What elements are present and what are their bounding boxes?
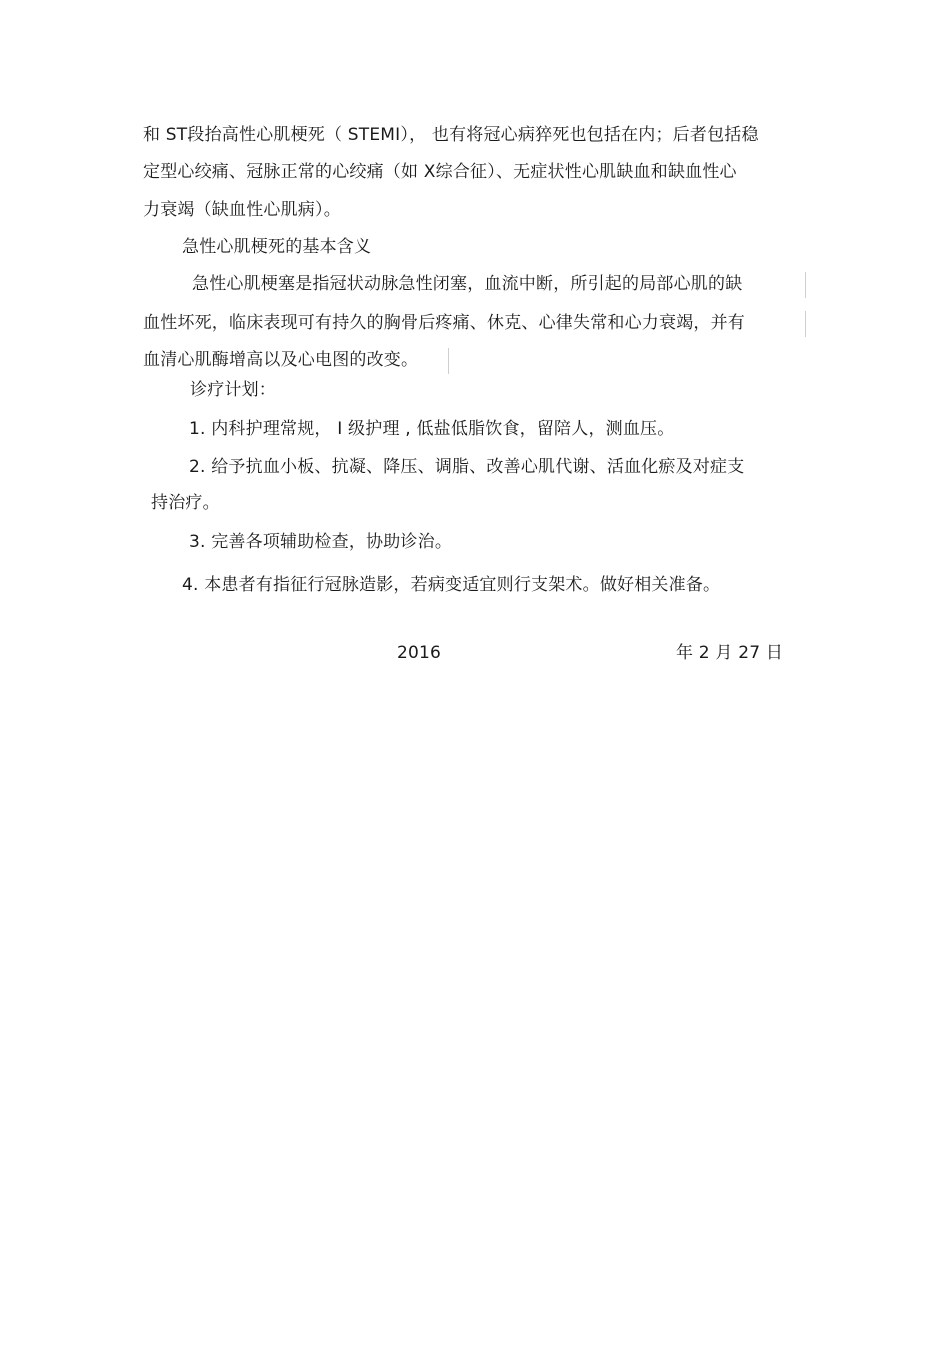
plan-item-2-line-2: 持治疗。	[151, 493, 220, 513]
plan-item-1: 1. 内科护理常规， Ⅰ 级护理 , 低盐低脂饮食，留陪人，测血压。	[189, 419, 675, 439]
definition-heading: 急性心肌梗死的基本含义	[182, 237, 372, 257]
plan-heading: 诊疗计划：	[190, 380, 276, 400]
margin-bar-3	[448, 348, 449, 374]
plan-item-4: 4. 本患者有指征行冠脉造影，若病变适宜则行支架术。做好相关准备。	[182, 575, 721, 595]
continuation-line-2: 定型心绞痛、冠脉正常的心绞痛（如 X综合征）、无症状性心肌缺血和缺血性心	[143, 162, 737, 182]
date-year: 2016	[397, 643, 442, 663]
margin-bar-1	[805, 272, 806, 298]
definition-line-1: 急性心肌梗塞是指冠状动脉急性闭塞，血流中断，所引起的局部心肌的缺	[192, 274, 743, 294]
continuation-line-3: 力衰竭（缺血性心肌病）。	[143, 200, 341, 220]
date-month-day: 年 2 月 27 日	[676, 643, 784, 663]
margin-bar-2	[805, 311, 806, 337]
plan-item-3: 3. 完善各项辅助检查，协助诊治。	[189, 532, 453, 552]
definition-line-3: 血清心肌酶增高以及心电图的改变。	[143, 350, 419, 370]
definition-line-2: 血性坏死，临床表现可有持久的胸骨后疼痛、休克、心律失常和心力衰竭，并有	[143, 313, 745, 333]
plan-item-2-line-1: 2. 给予抗血小板、抗凝、降压、调脂、改善心肌代谢、活血化瘀及对症支	[189, 457, 745, 477]
continuation-line-1: 和 ST段抬高性心肌梗死（ STEMI）， 也有将冠心病猝死也包括在内；后者包括稳	[143, 125, 759, 145]
